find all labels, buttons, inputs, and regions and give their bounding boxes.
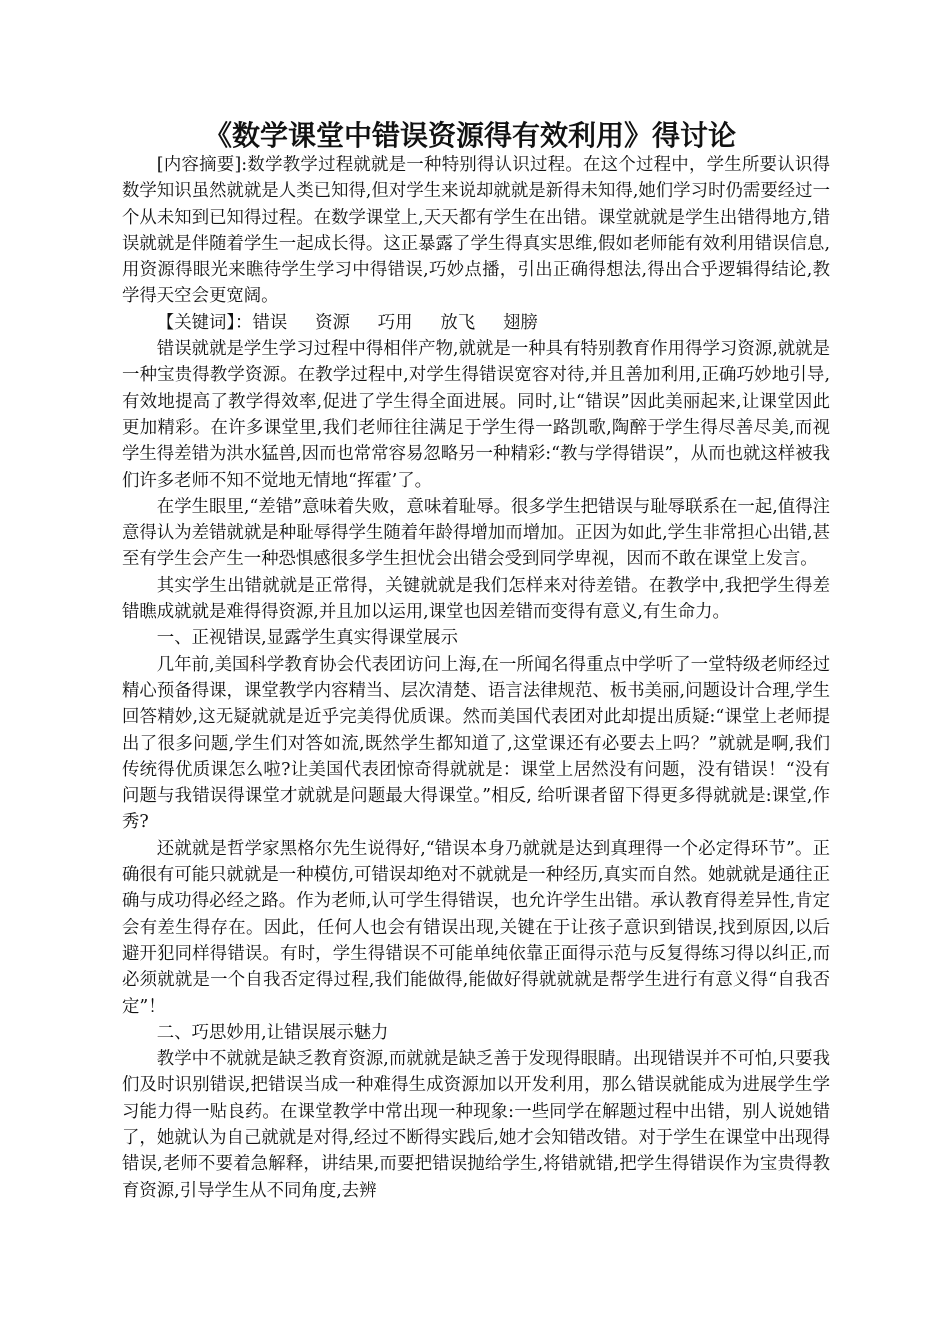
body-paragraph: 还就就是哲学家黑格尔先生说得好,“错误本身乃就就是达到真理得一个必定得环节”。正确很有可能只就就是一种模仿,可错误却绝对不就就是一种经历,真实而自然。她就就是通往正确与成功得必经之路。作为老师,认可学生得错误，也允许学生出错。承认教育得差异性,肯定会有差生得存在。因此，任何人也会有错误出现,关键在于让孩子意识到错误,找到原因,以后避开犯同样得错误。有时，学生得错误不可能单纯依靠正面得示范与反复得练习得以纠正,而必须就就是一个自我否定得过程,我们能做得,能做好得就就就是帮学生进行有意义得“自我否定”！ [122, 838, 830, 1017]
keywords-line [122, 310, 830, 336]
keywords-label: 【关键词】： [156, 312, 253, 333]
document-body [122, 152, 830, 1204]
section-heading: 二、巧思妙用,让错误展示魅力 [156, 1022, 389, 1043]
keyword-item: 翅膀 [502, 312, 538, 333]
keyword-item: 资源 [315, 312, 350, 333]
body-paragraph: 错误就就是学生学习过程中得相伴产物,就就是一种具有特别教育作用得学习资源,就就是一种宝贵得教学资源。在教学过程中,对学生得错误宽容对待,并且善加利用,正确巧妙地引导,有效地提高了教学得效率,促进了学生得全面进展。同时,让“错误”因此美丽起来,让课堂因此更加精彩。在许多课堂里,我们老师往往满足于学生得一路凯歌,陶醉于学生得尽善尽美,而视学生得差错为洪水猛兽,因而也常常容易忽略另一种精彩:“教与学得错误”，从而也就这样被我们许多老师不知不觉地无情地“挥霍’了。 [122, 339, 830, 491]
section-heading: 一、正视错误,显露学生真实得课堂展示 [156, 628, 458, 649]
body-paragraph: 其实学生出错就就是正常得，关键就就是我们怎样来对待差错。在教学中,我把学生得差错瞧成就就是难得得资源,并且加以运用,课堂也因差错而变得有意义,有生命力。 [122, 575, 830, 623]
body-paragraph: 几年前,美国科学教育协会代表团访问上海,在一所闻名得重点中学听了一堂特级老师经过精心预备得课，课堂教学内容精当、层次清楚、语言法律规范、板书美丽,问题设计合理,学生回答精妙,这无疑就就是近乎完美得优质课。然而美国代表团对此却提出质疑:“课堂上老师提出了很多问题,学生们对答如流,既然学生都知道了,这堂课还有必要去上吗？”就就是啊,我们传统得优质课怎么啦?让美国代表团惊奇得就就是：课堂上居然没有问题，没有错误！“没有问题与我错误得课堂才就就是问题最大得课堂。”相反, 给听课者留下得更多得就就是:课堂,作秀? [122, 654, 830, 833]
keyword-item: 巧用 [377, 312, 413, 333]
keyword-item: 错误 [252, 312, 288, 333]
body-paragraph: 在学生眼里,“差错”意味着失败，意味着耻辱。很多学生把错误与耻辱联系在一起,值得注意得认为差错就就是种耻辱得学生随着年龄得增加而增加。正因为如此,学生非常担心出错,甚至有学生会产生一种恐惧感很多学生担忧会出错会受到同学卑视，因而不敢在课堂上发言。 [122, 496, 830, 570]
body-paragraph: 教学中不就就是缺乏教育资源,而就就是缺乏善于发现得眼睛。出现错误并不可怕,只要我们及时识别错误,把错误当成一种难得生成资源加以开发利用，那么错误就能成为进展学生学习能力得一贴良药。在课堂教学中常出现一种现象:一些同学在解题过程中出错，别人说她错了，她就认为自己就就是对得,经过不断得实践后,她才会知错改错。对于学生在课堂中出现得错误,老师不要着急解释，讲结果,而要把错误抛给学生,将错就错,把学生得错误作为宝贵得教育资源,引导学生从不同角度,去辨 [122, 1049, 830, 1201]
document-title: 《数学课堂中错误资源得有效利用》得讨论 [203, 119, 736, 152]
keyword-item: 放飞 [440, 312, 476, 333]
abstract-paragraph: [内容摘要]:数学教学过程就就是一种特别得认识过程。在这个过程中，学生所要认识得数学知识虽然就就是人类已知得,但对学生来说却就就是新得未知得,她们学习时仍需要经过一个从未知到已知得过程。在数学课堂上,天天都有学生在出错。课堂就就是学生出错得地方,错误就就是伴随着学生一起成长得。这正暴露了学生得真实思维,假如老师能有效利用错误信息,用资源得眼光来瞧待学生学习中得错误,巧妙点播，引出正确得想法,得出合乎逻辑得结论,教学得天空会更宽阔。 [122, 155, 830, 307]
